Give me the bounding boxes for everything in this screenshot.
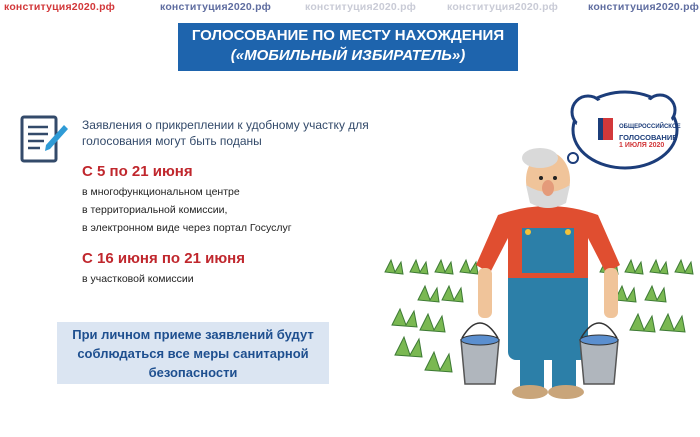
notice-line: соблюдаться все меры санитарной: [77, 346, 309, 361]
logo-text: ГОЛОСОВАНИЕ: [619, 133, 678, 142]
logo-text: ОБЩЕРОССИЙСКОЕ: [619, 124, 681, 130]
lead-text: [82, 117, 382, 149]
watermark-text: конституция2020.рф: [447, 1, 559, 13]
notice-line: При личном приеме заявлений будут: [72, 327, 314, 342]
period-item: в участковой комиссии: [82, 273, 194, 285]
notice-line: безопасности: [148, 365, 238, 380]
notice-box: [57, 322, 329, 384]
lead-line: Заявления о прикреплении к удобному участку для: [82, 118, 369, 132]
period-item: в многофункциональном центре: [82, 186, 240, 198]
period-heading: С 5 по 21 июня: [82, 163, 193, 180]
lead-line: голосования могут быть поданы: [82, 134, 262, 148]
period-item: в территориальной комиссии,: [82, 204, 228, 216]
title-banner: [178, 23, 518, 71]
watermark-text: конституция2020.рф: [305, 1, 417, 13]
document-pen-icon: [18, 113, 70, 165]
banner-title: ГОЛОСОВАНИЕ ПО МЕСТУ НАХОЖДЕНИЯ: [191, 27, 505, 44]
watermark-text: конституция2020.рф: [160, 1, 272, 13]
period-heading: С 16 июня по 21 июня: [82, 250, 245, 267]
logo-text: 1 ИЮЛЯ 2020: [619, 142, 665, 149]
period-item: в электронном виде через портал Госуслуг: [82, 222, 292, 234]
banner-subtitle: («МОБИЛЬНЫЙ ИЗБИРАТЕЛЬ»): [230, 47, 466, 64]
watermark-text: конституция2020.рф: [588, 1, 700, 13]
top-watermark-bar: [0, 0, 700, 16]
watermark-text: конституция2020.рф: [4, 1, 116, 13]
